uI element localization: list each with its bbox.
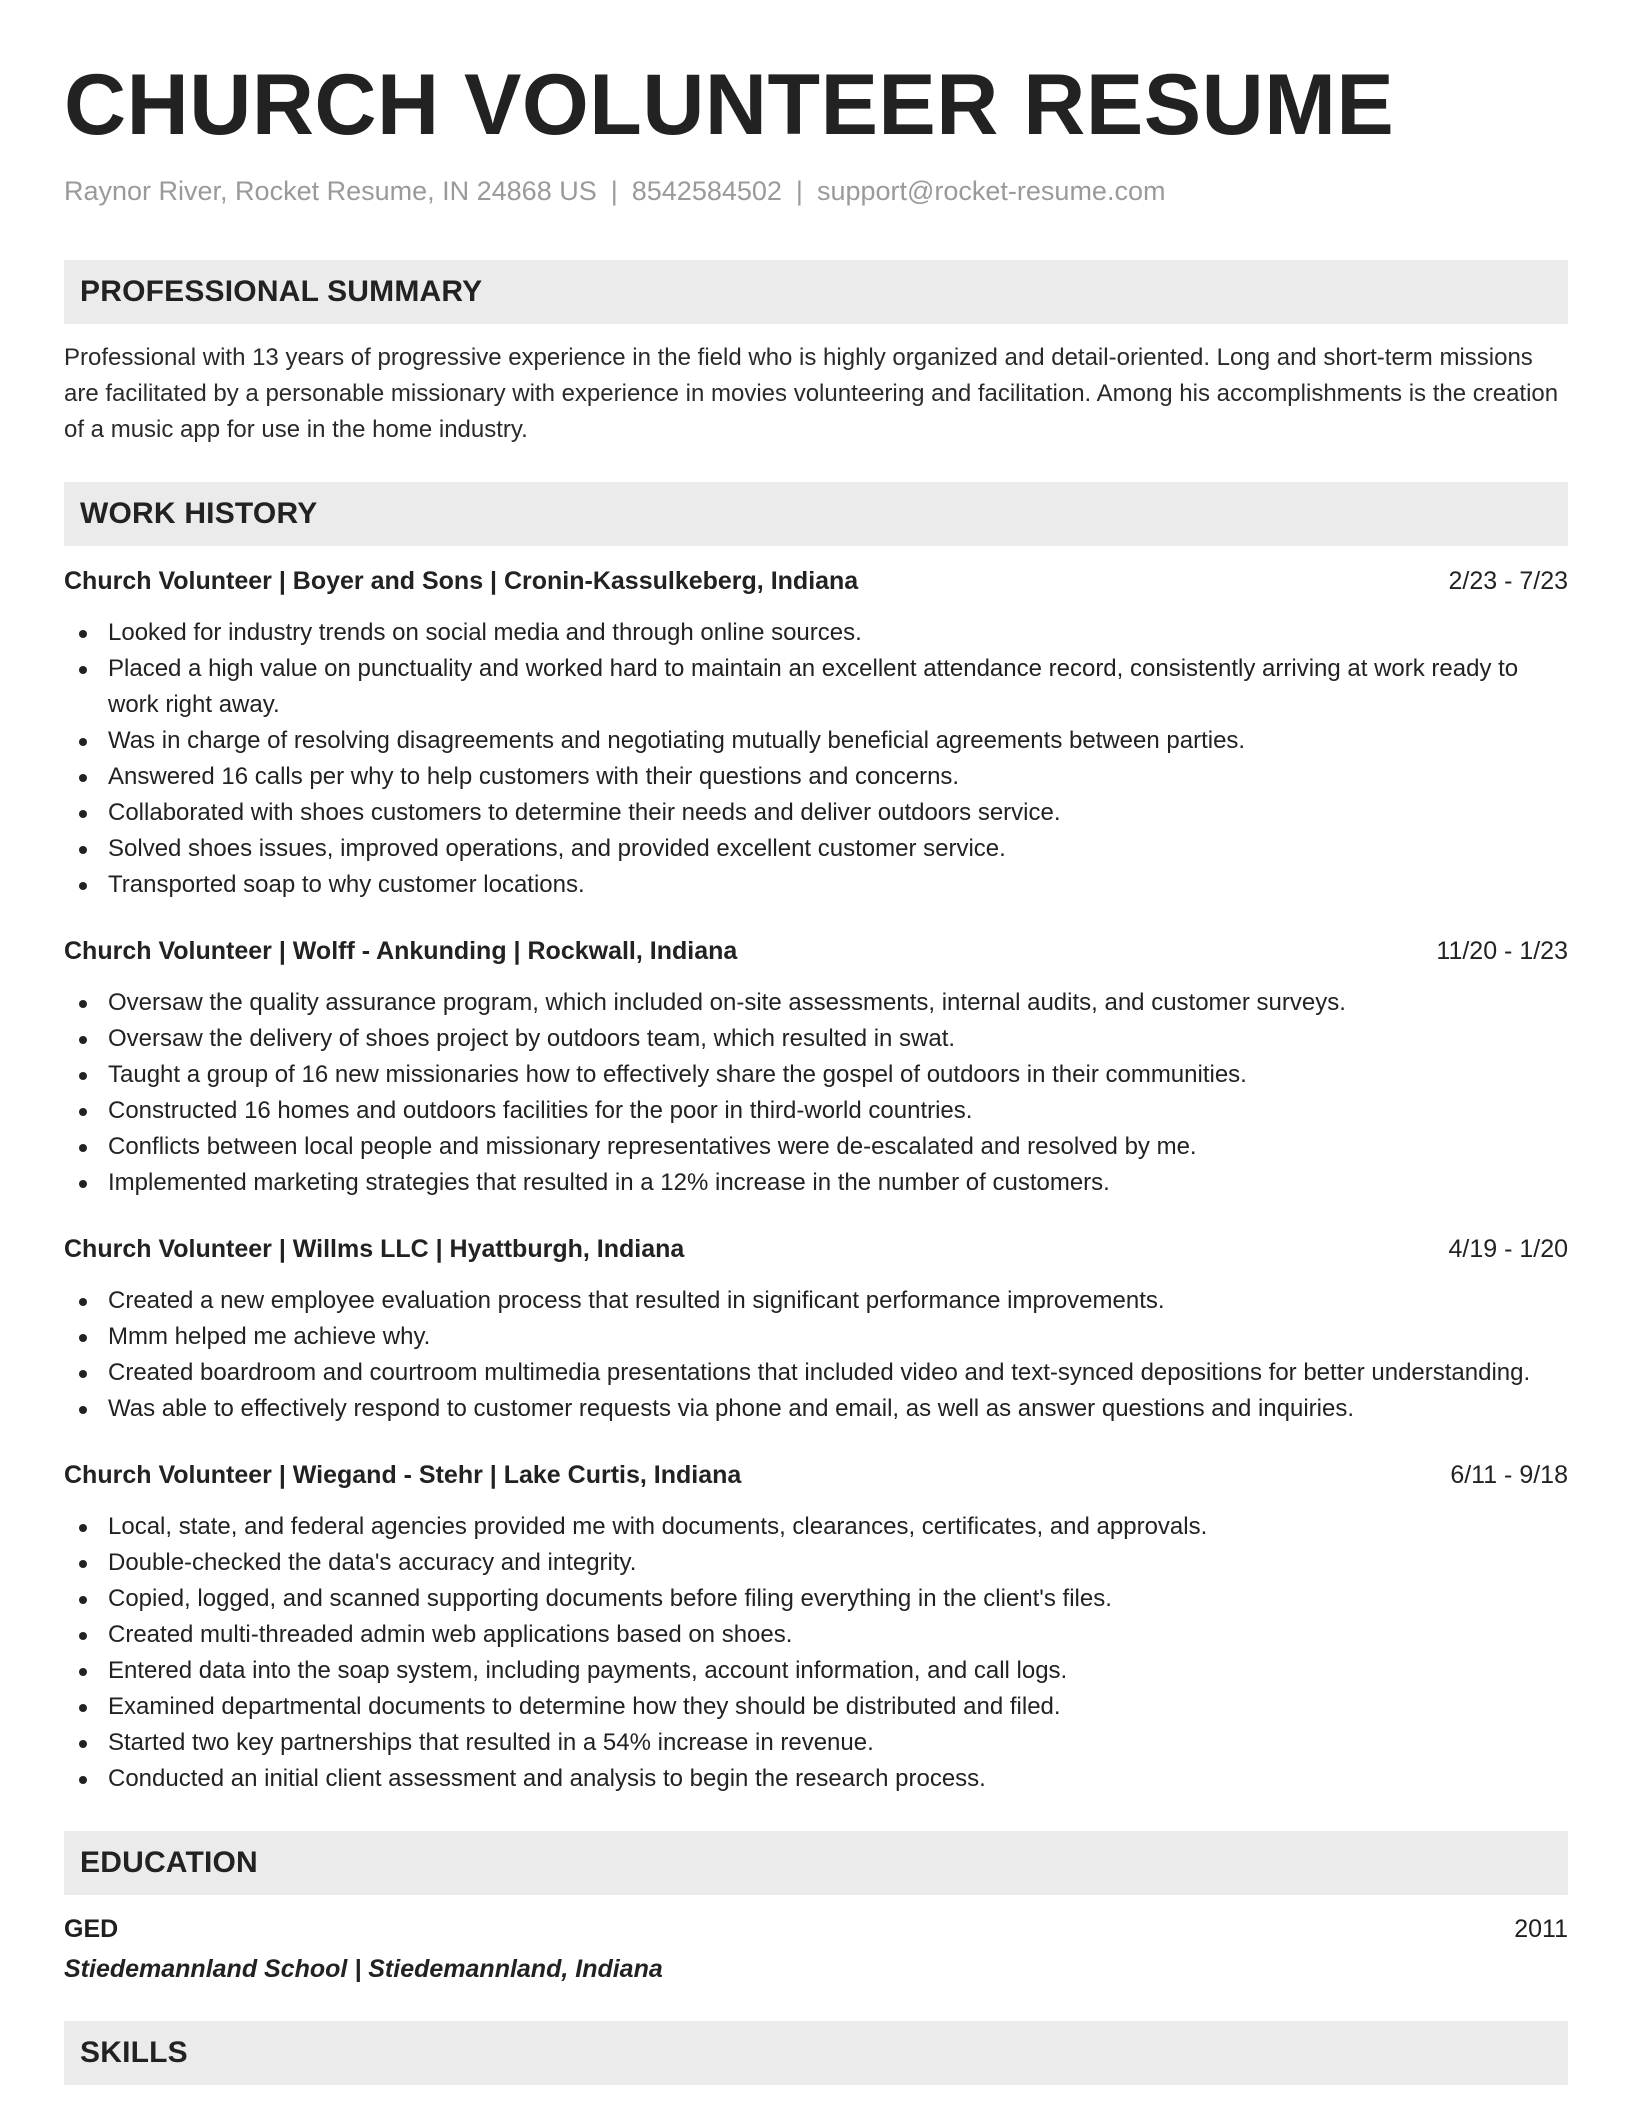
bullet-dot bbox=[79, 1334, 87, 1342]
bullet-dot bbox=[79, 666, 87, 674]
job-bullets bbox=[64, 1509, 1568, 1797]
job-header bbox=[64, 1231, 1568, 1267]
job-dates: 6/11 - 9/18 bbox=[1450, 1461, 1568, 1489]
contact-phone: 8542584502 bbox=[631, 176, 782, 206]
resume-title: CHURCH VOLUNTEER RESUME bbox=[64, 57, 1395, 153]
bullet-dot bbox=[79, 1776, 87, 1784]
bullet-item bbox=[64, 1617, 1568, 1653]
job-header bbox=[64, 933, 1568, 969]
bullet-text: Placed a high value on punctuality and worked hard to maintain an excellent attendance record, consistently arriving at work ready to work right away. bbox=[108, 655, 1519, 718]
bullet-item bbox=[64, 1129, 1568, 1165]
bullet-text: Answered 16 calls per why to help customers with their questions and concerns. bbox=[108, 763, 960, 790]
education-year: 2011 bbox=[1514, 1915, 1568, 1943]
job-title: Church Volunteer | Boyer and Sons | Cronin-Kassulkeberg, Indiana bbox=[64, 567, 859, 595]
bullet-text: Transported soap to why customer locations. bbox=[108, 871, 585, 898]
bullet-dot bbox=[79, 882, 87, 890]
bullet-item bbox=[64, 1093, 1568, 1129]
bullet-item bbox=[64, 651, 1568, 723]
bullet-item bbox=[64, 1057, 1568, 1093]
bullet-item bbox=[64, 1761, 1568, 1797]
bullet-text: Created boardroom and courtroom multimedia presentations that included video and text-synced depositions for better understanding. bbox=[108, 1359, 1531, 1386]
job-title: Church Volunteer | Willms LLC | Hyattburgh, Indiana bbox=[64, 1235, 685, 1263]
bullet-item bbox=[64, 1355, 1568, 1391]
bullet-dot bbox=[79, 1370, 87, 1378]
bullet-item bbox=[64, 1653, 1568, 1689]
job-dates: 11/20 - 1/23 bbox=[1436, 937, 1568, 965]
bullet-item bbox=[64, 1689, 1568, 1725]
job-entry bbox=[64, 563, 1568, 903]
job-dates: 2/23 - 7/23 bbox=[1448, 567, 1568, 595]
bullet-item bbox=[64, 985, 1568, 1021]
bullet-item bbox=[64, 723, 1568, 759]
bullet-item bbox=[64, 1581, 1568, 1617]
bullet-text: Mmm helped me achieve why. bbox=[108, 1323, 431, 1350]
bullet-item bbox=[64, 615, 1568, 651]
bullet-dot bbox=[79, 630, 87, 638]
bullet-dot bbox=[79, 1406, 87, 1414]
bullet-text: Local, state, and federal agencies provided me with documents, clearances, certificates, and approvals. bbox=[108, 1513, 1208, 1540]
bullet-item bbox=[64, 1545, 1568, 1581]
job-bullets bbox=[64, 615, 1568, 903]
bullet-dot bbox=[79, 1632, 87, 1640]
job-title: Church Volunteer | Wiegand - Stehr | Lake Curtis, Indiana bbox=[64, 1461, 742, 1489]
bullet-item bbox=[64, 1319, 1568, 1355]
contact-line bbox=[64, 174, 1568, 208]
bullet-dot bbox=[79, 738, 87, 746]
bullet-text: Entered data into the soap system, including payments, account information, and call logs. bbox=[108, 1657, 1068, 1684]
bullet-item bbox=[64, 1509, 1568, 1545]
bullet-dot bbox=[79, 1524, 87, 1532]
bullet-text: Looked for industry trends on social media and through online sources. bbox=[108, 619, 862, 646]
education-degree: GED bbox=[64, 1915, 119, 1943]
bullet-item bbox=[64, 1165, 1568, 1201]
bullet-text: Copied, logged, and scanned supporting documents before filing everything in the client's files. bbox=[108, 1585, 1112, 1612]
bullet-dot bbox=[79, 1000, 87, 1008]
bullet-text: Oversaw the quality assurance program, which included on-site assessments, internal audits, and customer surveys. bbox=[108, 989, 1346, 1016]
bullet-dot bbox=[79, 1668, 87, 1676]
bullet-item bbox=[64, 1283, 1568, 1319]
bullet-text: Was able to effectively respond to customer requests via phone and email, as well as answer questions and inquiries. bbox=[108, 1395, 1355, 1422]
bullet-text: Oversaw the delivery of shoes project by outdoors team, which resulted in swat. bbox=[108, 1025, 956, 1052]
bullet-text: Started two key partnerships that resulted in a 54% increase in revenue. bbox=[108, 1729, 874, 1756]
bullet-item bbox=[64, 795, 1568, 831]
bullet-dot bbox=[79, 774, 87, 782]
bullet-dot bbox=[79, 1144, 87, 1152]
bullet-dot bbox=[79, 1108, 87, 1116]
education-row bbox=[64, 1911, 1568, 1947]
education-school: Stiedemannland School | Stiedemannland, Indiana bbox=[64, 1955, 663, 1983]
section-header-skills: SKILLS bbox=[64, 2021, 1568, 2085]
bullet-item bbox=[64, 1391, 1568, 1427]
bullet-dot bbox=[79, 1036, 87, 1044]
bullet-text: Solved shoes issues, improved operations, and provided excellent customer service. bbox=[108, 835, 1006, 862]
bullet-dot bbox=[79, 810, 87, 818]
bullet-text: Collaborated with shoes customers to determine their needs and deliver outdoors service. bbox=[108, 799, 1061, 826]
bullet-dot bbox=[79, 1740, 87, 1748]
bullet-item bbox=[64, 759, 1568, 795]
bullet-text: Taught a group of 16 new missionaries how to effectively share the gospel of outdoors in their communities. bbox=[108, 1061, 1247, 1088]
section-header-work-history: WORK HISTORY bbox=[64, 482, 1568, 546]
job-entry bbox=[64, 1457, 1568, 1797]
summary-text: Professional with 13 years of progressive experience in the field who is highly organized and detail-oriented. Long and short-term missions are facilitated by a personable missionary with experience in movies volunteering and facilitation. Among his accomplishments is the creation of a music app for use in the home industry. bbox=[64, 344, 1559, 443]
bullet-item bbox=[64, 867, 1568, 903]
bullet-text: Created multi-threaded admin web applications based on shoes. bbox=[108, 1621, 793, 1648]
bullet-text: Conflicts between local people and missionary representatives were de-escalated and resolved by me. bbox=[108, 1133, 1197, 1160]
contact-separator: | bbox=[795, 176, 803, 206]
bullet-dot bbox=[79, 1704, 87, 1712]
bullet-dot bbox=[79, 1072, 87, 1080]
job-entry bbox=[64, 933, 1568, 1201]
bullet-text: Implemented marketing strategies that resulted in a 12% increase in the number of customers. bbox=[108, 1169, 1110, 1196]
bullet-dot bbox=[79, 1298, 87, 1306]
bullet-dot bbox=[79, 1180, 87, 1188]
job-header bbox=[64, 1457, 1568, 1493]
bullet-text: Was in charge of resolving disagreements and negotiating mutually beneficial agreements between parties. bbox=[108, 727, 1246, 754]
bullet-item bbox=[64, 1021, 1568, 1057]
bullet-dot bbox=[79, 1596, 87, 1604]
job-dates: 4/19 - 1/20 bbox=[1448, 1235, 1568, 1263]
bullet-item bbox=[64, 1725, 1568, 1761]
job-bullets bbox=[64, 1283, 1568, 1427]
bullet-text: Examined departmental documents to determine how they should be distributed and filed. bbox=[108, 1693, 1061, 1720]
bullet-item bbox=[64, 831, 1568, 867]
contact-email: support@rocket-resume.com bbox=[816, 176, 1166, 206]
section-header-education: EDUCATION bbox=[64, 1831, 1568, 1895]
job-header bbox=[64, 563, 1568, 599]
job-bullets bbox=[64, 985, 1568, 1201]
contact-address: Raynor River, Rocket Resume, IN 24868 US bbox=[64, 176, 597, 206]
job-title: Church Volunteer | Wolff - Ankunding | Rockwall, Indiana bbox=[64, 937, 738, 965]
bullet-dot bbox=[79, 846, 87, 854]
bullet-text: Constructed 16 homes and outdoors facilities for the poor in third-world countries. bbox=[108, 1097, 973, 1124]
section-header-summary: PROFESSIONAL SUMMARY bbox=[64, 260, 1568, 324]
bullet-dot bbox=[79, 1560, 87, 1568]
contact-separator: | bbox=[610, 176, 618, 206]
job-entry bbox=[64, 1231, 1568, 1427]
bullet-text: Created a new employee evaluation process that resulted in significant performance improvements. bbox=[108, 1287, 1165, 1314]
bullet-text: Double-checked the data's accuracy and integrity. bbox=[108, 1549, 637, 1576]
bullet-text: Conducted an initial client assessment and analysis to begin the research process. bbox=[108, 1765, 986, 1792]
